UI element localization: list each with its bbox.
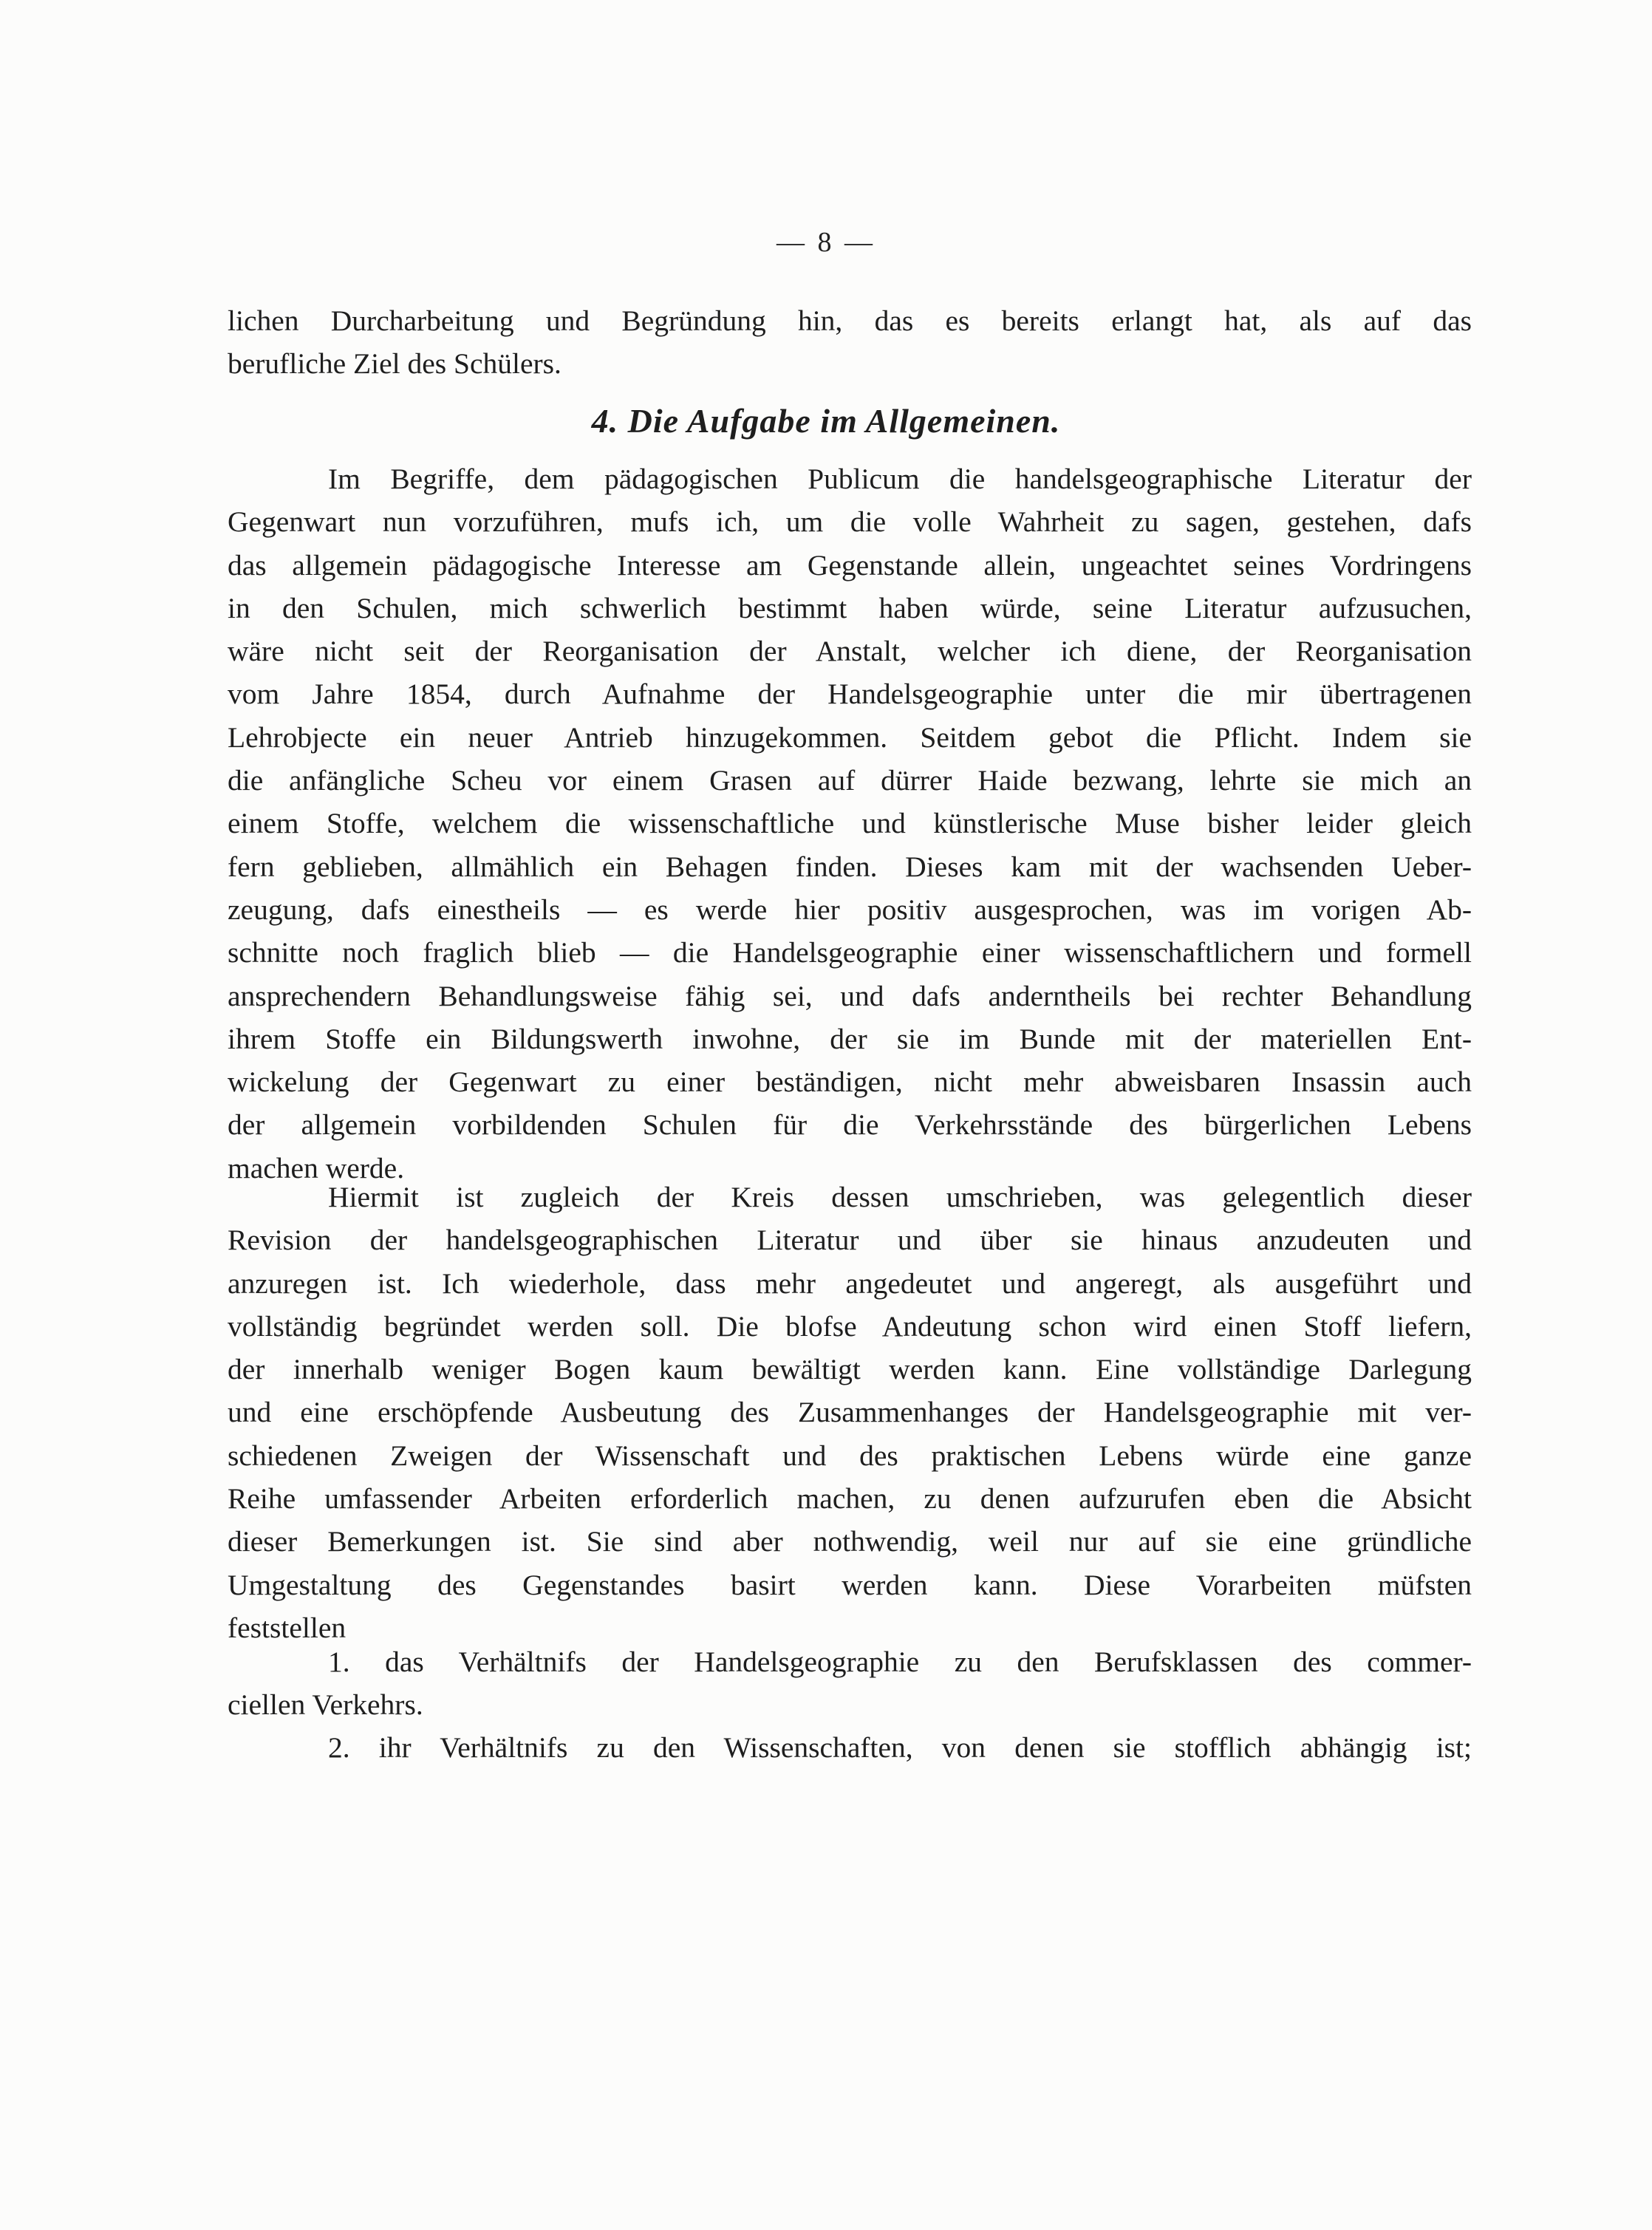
text-line: Lehrobjecte ein neuer Antrieb hinzugekommen. Seitdem gebot die Pflicht. Indem sie <box>228 720 1472 754</box>
list-item-2 <box>228 1726 1472 1769</box>
text-line: Umgestaltung des Gegenstandes basirt werden kann. Diese Vorarbeiten müfsten <box>228 1568 1472 1601</box>
text-line: 1. das Verhältnifs der Handelsgeographie zu den Berufsklassen des commer- <box>328 1646 1472 1678</box>
text-line: machen werde. <box>228 1151 405 1184</box>
text-line: lichen Durcharbeitung und Begründung hin, das es bereits erlangt hat, als auf das <box>228 304 1472 337</box>
text-line: ihrem Stoffe ein Bildungswerth inwohne, der sie im Bunde mit der materiellen Ent- <box>228 1022 1472 1055</box>
text-line: schiedenen Zweigen der Wissenschaft und des praktischen Lebens würde eine ganze <box>228 1439 1472 1472</box>
text-line: wickelung der Gegenwart zu einer beständigen, nicht mehr abweisbaren Insassin auch <box>228 1065 1472 1099</box>
text-line: dieser Bemerkungen ist. Sie sind aber nothwendig, weil nur auf sie eine gründliche <box>228 1525 1472 1558</box>
text-line: wäre nicht seit der Reorganisation der Anstalt, welcher ich diene, der Reorganisation <box>228 635 1472 668</box>
text-line: Hiermit ist zugleich der Kreis dessen umschrieben, was gelegentlich dieser <box>328 1181 1472 1213</box>
text-line: Reihe umfassender Arbeiten erforderlich machen, zu denen aufzurufen eben die Absicht <box>228 1482 1472 1515</box>
text-line: einem Stoffe, welchem die wissenschaftliche und künstlerische Muse bisher leider gleich <box>228 807 1472 840</box>
text-line: feststellen <box>228 1611 347 1644</box>
text-line: ciellen Verkehrs. <box>228 1688 423 1722</box>
text-line: anzuregen ist. Ich wiederhole, dass mehr angedeutet und angeregt, als ausgeführt und <box>228 1266 1472 1300</box>
paragraph-1 <box>228 457 1472 1190</box>
text-line: vollständig begründet werden soll. Die blofse Andeutung schon wird einen Stoff liefern, <box>228 1309 1472 1343</box>
text-line: berufliche Ziel des Schülers. <box>228 347 562 381</box>
text-line: schnitte noch fraglich blieb — die Handelsgeographie einer wissenschaftlichern und formell <box>228 936 1472 969</box>
text-line: vom Jahre 1854, durch Aufnahme der Handelsgeographie unter die mir übertragenen <box>228 678 1472 711</box>
text-line: 2. ihr Verhältnifs zu den Wissenschaften, von denen sie stofflich abhängig ist; <box>328 1731 1472 1764</box>
text-line: der allgemein vorbildenden Schulen für die Verkehrsstände des bürgerlichen Lebens <box>228 1108 1472 1142</box>
text-line: Im Begriffe, dem pädagogischen Publicum die handelsgeographische Literatur der <box>328 463 1472 495</box>
text-line: Gegenwart nun vorzuführen, mufs ich, um die volle Wahrheit zu sagen, gestehen, dafs <box>228 505 1472 539</box>
section-heading: 4. Die Aufgabe im Allgemeinen. <box>591 402 1061 440</box>
page-number: — 8 — <box>776 227 876 258</box>
text-line: fern geblieben, allmählich ein Behagen finden. Dieses kam mit der wachsenden Ueber- <box>228 850 1472 883</box>
text-line: ansprechendern Behandlungsweise fähig sei, und dafs anderntheils bei rechter Behandlung <box>228 979 1472 1012</box>
text-line: und eine erschöpfende Ausbeutung des Zusammenhanges der Handelsgeographie mit ver- <box>228 1396 1472 1429</box>
text-line: in den Schulen, mich schwerlich bestimmt haben würde, seine Literatur aufzusuchen, <box>228 591 1472 624</box>
text-line: zeugung, dafs einestheils — es werde hier positiv ausgesprochen, was im vorigen Ab- <box>228 893 1472 926</box>
text-line: die anfängliche Scheu vor einem Grasen auf dürrer Haide bezwang, lehrte sie mich an <box>228 764 1472 797</box>
intro-paragraph <box>228 299 1472 386</box>
text-line: das allgemein pädagogische Interesse am Gegenstande allein, ungeachtet seines Vordringens <box>228 548 1472 582</box>
paragraph-2 <box>228 1176 1472 1649</box>
text-line: der innerhalb weniger Bogen kaum bewältigt werden kann. Eine vollständige Darlegung <box>228 1353 1472 1386</box>
text-line: Revision der handelsgeographischen Literatur und über sie hinaus anzudeuten und <box>228 1224 1472 1257</box>
list-item-1 <box>228 1640 1472 1727</box>
